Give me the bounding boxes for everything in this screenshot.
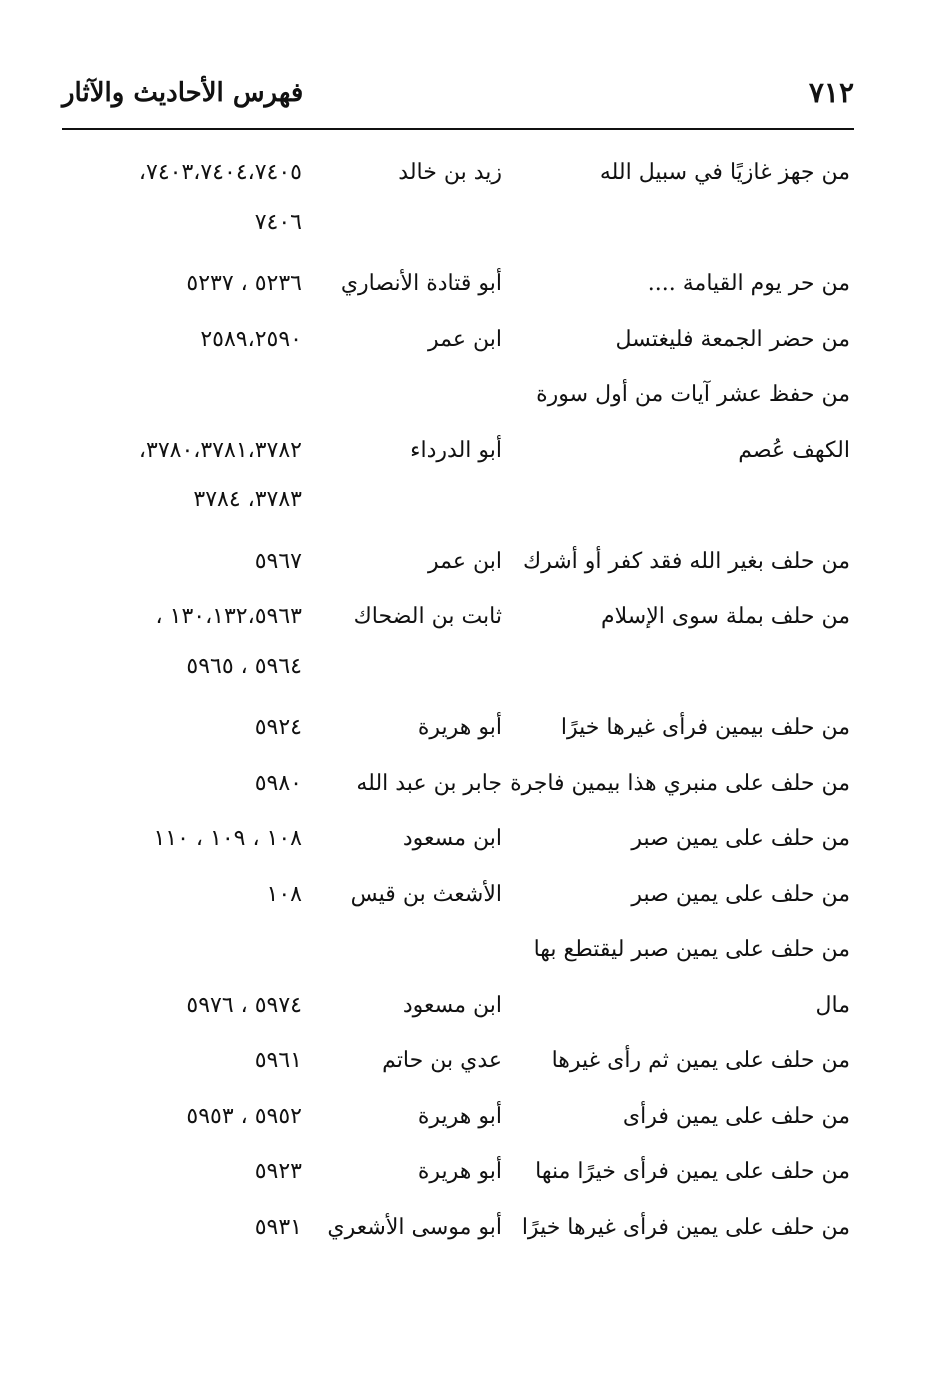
hadith-text: من حفظ عشر آيات من أول سورة — [536, 382, 850, 407]
index-row — [62, 481, 854, 537]
hadith-references: ١٠٨ — [266, 881, 302, 907]
index-row — [62, 870, 854, 926]
narrator-name: ابن عمر — [428, 326, 502, 352]
narrator-name: أبو قتادة الأنصاري — [340, 271, 502, 296]
hadith-references: ٣٧٨٠،٣٧٨١،٣٧٨٢، — [138, 437, 302, 463]
hadith-text: من حلف على منبري هذا بيمين فاجرة — [510, 770, 850, 796]
hadith-text: من حلف على يمين فرأى خيرًا منها — [535, 1159, 850, 1184]
hadith-references: ٥٩٦٤ ، ٥٩٦٥ — [186, 653, 302, 679]
hadith-references: ٥٩٢٤ — [254, 715, 302, 740]
index-row — [62, 1147, 854, 1203]
hadith-references: ٥٩٥٢ ، ٥٩٥٣ — [186, 1103, 302, 1129]
narrator-name: أبو موسى الأشعري — [327, 1214, 502, 1240]
index-row — [62, 537, 854, 593]
hadith-references: ٥٩٦٧ — [254, 548, 302, 574]
narrator-name: أبو الدرداء — [410, 437, 502, 463]
hadith-references: ١٣٠،١٣٢،٥٩٦٣ ، — [155, 604, 302, 629]
narrator-name: أبو هريرة — [417, 1103, 502, 1129]
index-row — [62, 259, 854, 315]
hadith-text: من حلف على يمين فرأى — [622, 1103, 850, 1129]
index-row — [62, 925, 854, 981]
index-row — [62, 204, 854, 260]
hadith-text: من حلف على يمين صبر — [631, 881, 850, 907]
index-table — [62, 148, 854, 1258]
page-title: فهرس الأحاديث والآثار — [62, 78, 304, 108]
page-header — [62, 70, 854, 130]
page-number: ٧١٢ — [808, 76, 854, 109]
hadith-text: من حلف بيمين فرأى غيرها خيرًا — [560, 715, 850, 740]
hadith-references: ٥٩٢٣ — [254, 1159, 302, 1184]
narrator-name: زيد بن خالد — [398, 160, 502, 185]
hadith-references: ٣٧٨٣، ٣٧٨٤ — [193, 487, 302, 512]
hadith-text: من حلف على يمين فرأى غيرها خيرًا — [521, 1214, 850, 1240]
index-row — [62, 648, 854, 704]
hadith-text: من حلف بملة سوى الإسلام — [601, 604, 850, 629]
narrator-name: ابن مسعود — [402, 992, 502, 1018]
hadith-references: ٥٢٣٦ ، ٥٢٣٧ — [186, 271, 302, 296]
hadith-references: ٥٩٣١ — [254, 1214, 302, 1240]
narrator-name: أبو هريرة — [417, 1159, 502, 1184]
narrator-name: ابن مسعود — [402, 826, 502, 851]
hadith-references: ٢٥٨٩،٢٥٩٠ — [200, 326, 302, 352]
index-row — [62, 981, 854, 1037]
hadith-text: من جهز غازيًا في سبيل الله — [599, 160, 850, 185]
hadith-text: من حر يوم القيامة .... — [647, 271, 850, 296]
narrator-name: جابر بن عبد الله — [356, 770, 502, 796]
index-row — [62, 759, 854, 815]
hadith-text: من حلف على يمين ثم رأى غيرها — [551, 1048, 850, 1073]
index-row — [62, 592, 854, 648]
hadith-references: ٥٩٦١ — [254, 1048, 302, 1073]
index-row — [62, 703, 854, 759]
hadith-references: ٥٩٨٠ — [254, 770, 302, 796]
hadith-references: ٥٩٧٤ ، ٥٩٧٦ — [186, 992, 302, 1018]
hadith-text: الكهف عُصم — [738, 437, 850, 463]
narrator-name: الأشعث بن قيس — [350, 881, 502, 907]
hadith-references: ٧٤٠٦ — [254, 209, 302, 235]
narrator-name: ثابت بن الضحاك — [353, 604, 502, 629]
index-row — [62, 370, 854, 426]
index-row — [62, 426, 854, 482]
hadith-references: ٧٤٠٣،٧٤٠٤،٧٤٠٥، — [138, 160, 302, 185]
narrator-name: أبو هريرة — [417, 715, 502, 740]
index-row — [62, 315, 854, 371]
hadith-references: ١٠٨ ، ١٠٩ ، ١١٠ — [153, 826, 302, 851]
index-row — [62, 148, 854, 204]
index-row — [62, 1203, 854, 1259]
hadith-text: من حلف على يمين صبر — [631, 826, 850, 851]
hadith-text: من حلف بغير الله فقد كفر أو أشرك — [522, 548, 850, 574]
hadith-text: من حضر الجمعة فليغتسل — [615, 326, 850, 352]
index-row — [62, 1036, 854, 1092]
hadith-text: من حلف على يمين صبر ليقتطع بها — [533, 937, 850, 962]
index-row — [62, 814, 854, 870]
narrator-name: عدي بن حاتم — [382, 1048, 502, 1073]
narrator-name: ابن عمر — [428, 548, 502, 574]
index-row — [62, 1092, 854, 1148]
hadith-text: مال — [815, 992, 850, 1018]
